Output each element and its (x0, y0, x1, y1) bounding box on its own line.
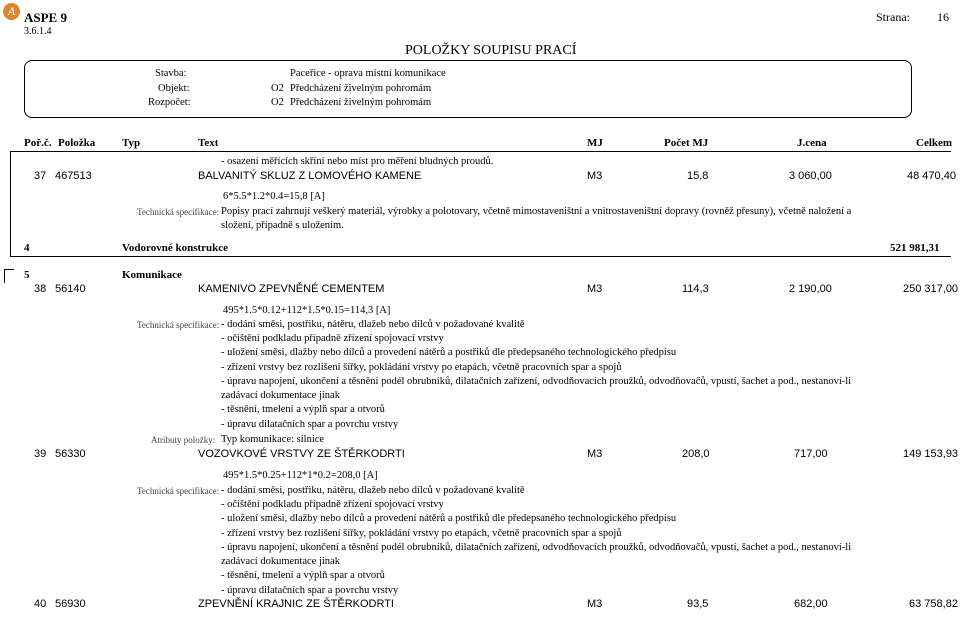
col-pocet: Počet MJ (664, 137, 709, 149)
item38-spec-line: - očištění podkladu případně zřízení spojovací vrstvy (221, 333, 444, 344)
item38-price: 2 190,00 (789, 283, 832, 295)
item39-mj: M3 (587, 448, 603, 460)
app-name: ASPE 9 (24, 10, 67, 25)
item37-qty: 15,8 (687, 170, 709, 182)
item38-mj: M3 (587, 283, 603, 295)
item38-spec-line: zadávací dokumentace jinak (221, 390, 340, 401)
col-celkem: Celkem (916, 137, 953, 149)
item39-name: VOZOVKOVÉ VRSTVY ZE ŠTĚRKODRTI (198, 448, 405, 460)
item38-code: 56140 (55, 283, 86, 295)
doc-title: POLOŽKY SOUPISU PRACÍ (405, 43, 577, 58)
item38-spec-line: - těsnění, tmelení a výplň spar a otvorů (221, 404, 385, 415)
item40-no: 40 (34, 598, 47, 610)
item38-spec-line: - úpravu dilatačních spar a povrchu vrstvy (221, 419, 399, 430)
section5-bracket-side (4, 269, 5, 283)
item40-code: 56930 (55, 598, 86, 610)
item39-spec-line: - uložení směsi, dlažby nebo dílců a provedení nátěrů a postřiků dle předepsaného technologického předpisu (221, 513, 677, 524)
item39-spec-label: Technická specifikace: (137, 486, 220, 496)
continuation-text: - osazení měřících skříní nebo míst pro měření bludných proudů. (221, 156, 494, 167)
item39-spec-line: - dodání směsi, postřiku, nátěru, dlažeb nebo dílců v požadované kvalitě (221, 485, 525, 496)
section4-divider (10, 256, 951, 257)
section4-name: Vodorovné konstrukce (122, 242, 229, 254)
item40-mj: M3 (587, 598, 603, 610)
rozpocet-code: O2 (271, 97, 284, 108)
col-text: Text (198, 137, 219, 149)
col-mj: MJ (587, 137, 603, 149)
item38-spec-line: - dodání směsi, postřiku, nátěru, dlažeb nebo dílců v požadované kvalitě (221, 319, 525, 330)
item39-no: 39 (34, 448, 47, 460)
item38-name: KAMENIVO ZPEVNĚNÉ CEMENTEM (198, 283, 385, 295)
section5-bracket-top (4, 269, 14, 270)
item39-code: 56330 (55, 448, 86, 460)
section5-name: Komunikace (122, 269, 182, 281)
item40-total: 63 758,82 (909, 598, 958, 610)
item39-calc: 495*1.5*0.25+112*1*0.2=208,0 [A] (223, 470, 378, 481)
item38-spec-label: Technická specifikace: (137, 320, 220, 330)
rozpocet-label: Rozpočet: (148, 97, 191, 108)
item39-spec-line: - úpravu napojení, ukončení a těsnění podél obrubníků, dilatačních zařízení, odvodňovacích proužků, odvodňovačů, vpustí, šachet a pod., nestanoví-li (221, 542, 852, 553)
item38-total: 250 317,00 (903, 283, 959, 295)
item37-code: 467513 (55, 170, 92, 182)
item37-no: 37 (34, 170, 47, 182)
col-typ: Typ (122, 137, 141, 149)
item37-price: 3 060,00 (789, 170, 832, 182)
item37-calc: 6*5.5*1.2*0.4=15,8 [A] (223, 191, 325, 202)
item37-spec-line2: složení, případně s uložením. (221, 220, 344, 231)
page-label: Strana: (876, 10, 910, 24)
objekt-value: Předcházení živelným pohromám (290, 83, 432, 94)
item38-attr-value: Typ komunikace: silnice (221, 434, 325, 445)
item38-no: 38 (34, 283, 47, 295)
item39-spec-line: - zřízení vrstvy bez rozlišení šířky, pokládání vrstvy po etapách, včetně pracovních spar a spojů (221, 528, 622, 539)
item37-spec-line1: Popisy prací zahrnují veškerý materiál, výrobky a polotovary, včetně mimostaveništní a vnitrostaveništní dopravy (rovněž přesuny), včetně naložení a (221, 206, 852, 217)
aspe-logo-icon: A (3, 3, 20, 20)
col-cena: J.cena (797, 137, 827, 149)
item38-attr-label: Atributy položky: (151, 435, 216, 445)
app-version: 3.6.1.4 (24, 26, 52, 37)
section4-total: 521 981,31 (890, 242, 940, 254)
item39-spec-line: - úpravu dilatačních spar a povrchu vrstvy (221, 585, 399, 596)
item40-name: ZPEVNĚNÍ KRAJNIC ZE ŠTĚRKODRTI (198, 598, 394, 610)
item40-qty: 93,5 (687, 598, 709, 610)
item40-price: 682,00 (794, 598, 828, 610)
item38-spec-line: - uložení směsi, dlažby nebo dílců a provedení nátěrů a postřiků dle předepsaného technologického předpisu (221, 347, 677, 358)
item39-price: 717,00 (794, 448, 828, 460)
item39-spec-line: zadávací dokumentace jinak (221, 556, 340, 567)
item39-total: 149 153,93 (903, 448, 959, 460)
objekt-code: O2 (271, 83, 284, 94)
item39-spec-line: - těsnění, tmelení a výplň spar a otvorů (221, 570, 385, 581)
item37-mj: M3 (587, 170, 603, 182)
item37-spec-label: Technická specifikace: (137, 207, 220, 217)
objekt-label: Objekt: (158, 83, 190, 94)
col-por: Poř.č. (24, 137, 52, 149)
item38-qty: 114,3 (682, 283, 709, 295)
section5-no: 5 (24, 269, 30, 281)
left-bracket-line (10, 151, 11, 256)
section4-no: 4 (24, 242, 30, 254)
item38-spec-line: - zřízení vrstvy bez rozlišení šířky, pokládání vrstvy po etapách, včetně pracovních spar a spojů (221, 362, 622, 373)
page-number: 16 (937, 10, 949, 24)
item37-total: 48 470,40 (907, 170, 956, 182)
header-divider (10, 151, 951, 152)
col-polozka: Položka (58, 137, 96, 149)
stavba-value: Paceřice - oprava místní komunikace (290, 68, 446, 79)
item38-spec-line: - úpravu napojení, ukončení a těsnění podél obrubníků, dilatačních zařízení, odvodňovacích proužků, odvodňovačů, vpustí, šachet a pod., nestanoví-li (221, 376, 852, 387)
stavba-label: Stavba: (155, 68, 187, 79)
item38-calc: 495*1.5*0.12+112*1.5*0.15=114,3 [A] (223, 305, 391, 316)
rozpocet-value: Předcházení živelným pohromám (290, 97, 432, 108)
item39-qty: 208,0 (682, 448, 710, 460)
item39-spec-line: - očištění podkladu případně zřízení spojovací vrstvy (221, 499, 444, 510)
item37-name: BALVANITÝ SKLUZ Z LOMOVÉHO KAMENE (198, 170, 422, 182)
